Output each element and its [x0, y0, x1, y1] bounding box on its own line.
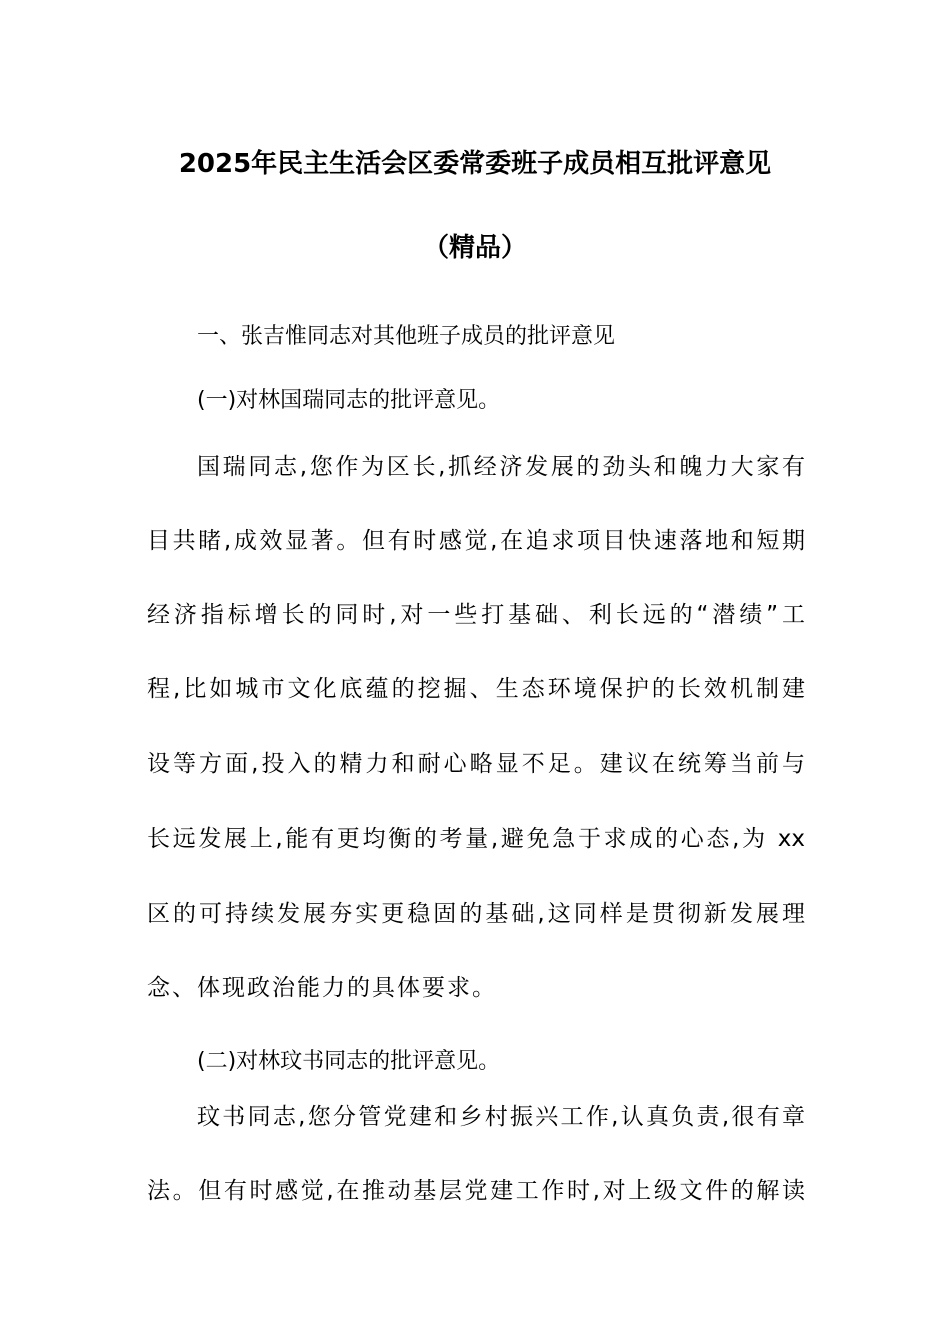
- paragraph-line: 目共睹,成效显著。但有时感觉,在追求项目快速落地和短期: [147, 528, 805, 554]
- paragraph-line: 国瑞同志,您作为区长,抓经济发展的劲头和魄力大家有: [197, 454, 805, 480]
- paragraph-line: 设等方面,投入的精力和耐心略显不足。建议在统筹当前与: [147, 751, 805, 777]
- document-subtitle: （精品）: [422, 233, 527, 263]
- paragraph-line: 玟书同志,您分管党建和乡村振兴工作,认真负责,很有章: [197, 1104, 805, 1130]
- paragraph-line: 法。但有时感觉,在推动基层党建工作时,对上级文件的解读: [147, 1178, 805, 1204]
- subsection-heading: (二)对林玟书同志的批评意见。: [197, 1049, 501, 1074]
- paragraph-line: 程,比如城市文化底蕴的挖掘、生态环境保护的长效机制建: [147, 676, 805, 702]
- paragraph-line: 长远发展上,能有更均衡的考量,避免急于求成的心态,为 xx: [147, 826, 805, 852]
- subsection-heading: (一)对林国瑞同志的批评意见。: [197, 388, 501, 413]
- paragraph-line: 区的可持续发展夯实更稳固的基础,这同样是贯彻新发展理: [147, 901, 805, 927]
- paragraph-line: 经济指标增长的同时,对一些打基础、利长远的“潜绩”工: [147, 602, 805, 628]
- section-heading: 一、张吉惟同志对其他班子成员的批评意见: [197, 324, 616, 349]
- document-title: 2025年民主生活会区委常委班子成员相互批评意见: [178, 149, 772, 179]
- paragraph-line: 念、体现政治能力的具体要求。: [147, 975, 497, 1001]
